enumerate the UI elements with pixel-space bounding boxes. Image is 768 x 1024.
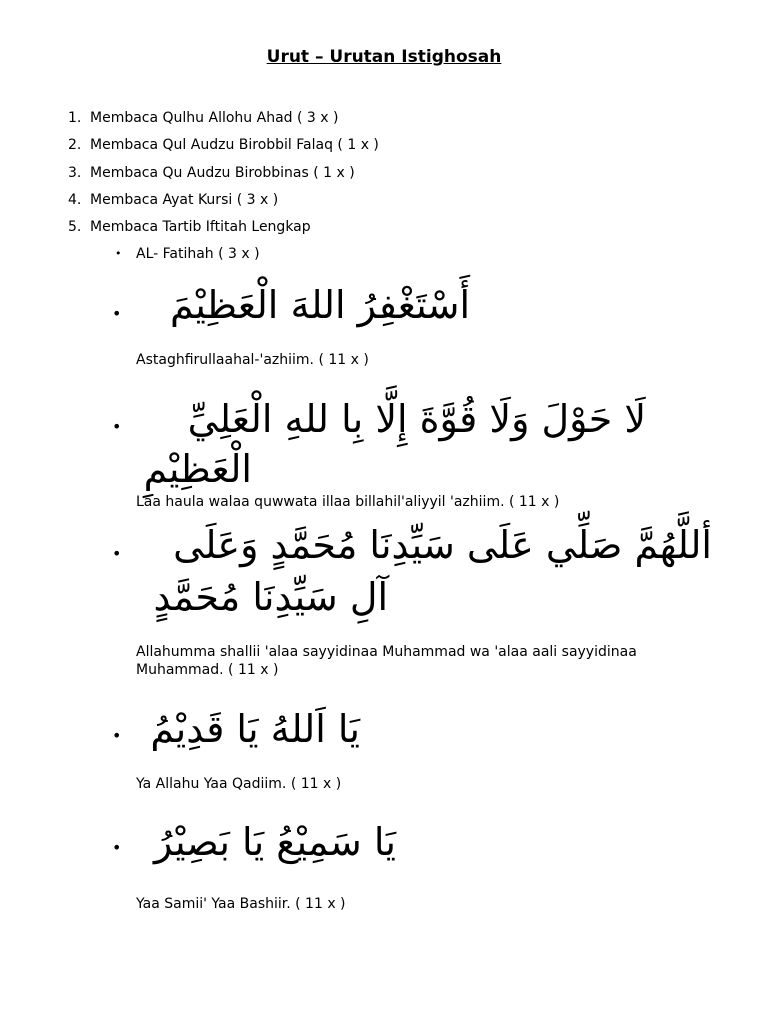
list-number: 1. xyxy=(68,110,82,126)
list-number: 2. xyxy=(68,137,82,153)
arabic-text: أللَّهُمَّ صَلِّي عَلَى سَيِّدِنَا مُحَمَّدٍ وَعَلَى xyxy=(173,523,712,567)
sub-bullet-text: AL- Fatihah ( 3 x ) xyxy=(136,246,260,262)
arabic-text: الْعَظِيْمِ xyxy=(143,447,252,491)
arabic-text: لَا حَوْلَ وَلَا قُوَّةَ إِلَّا بِا للهِ الْعَلِيِّ xyxy=(187,397,646,441)
arabic-text: آلِ سَيِّدِنَا مُحَمَّدٍ xyxy=(153,575,388,619)
list-item xyxy=(68,109,338,127)
transliteration: Astaghfirullaahal-'azhiim. ( 11 x ) xyxy=(136,352,369,368)
bullet-dot: • xyxy=(112,838,122,857)
list-text: Membaca Qul Audzu Birobbil Falaq ( 1 x ) xyxy=(90,137,379,153)
list-number: 4. xyxy=(68,192,82,208)
bullet-dot: • xyxy=(112,304,122,323)
bullet-dot: • xyxy=(115,247,122,260)
list-number: 3. xyxy=(68,165,82,181)
transliteration: Allahumma shallii 'alaa sayyidinaa Muhammad wa 'alaa aali sayyidinaa Muhammad. ( 11 x ) xyxy=(136,644,637,678)
bullet-dot: • xyxy=(112,417,122,436)
list-number: 5. xyxy=(68,219,82,235)
list-item xyxy=(68,164,355,182)
list-item xyxy=(68,191,278,209)
list-text: Membaca Ayat Kursi ( 3 x ) xyxy=(90,192,279,208)
list-item xyxy=(68,218,311,236)
arabic-text: أَسْتَغْفِرُ اللهَ الْعَظِيْمَ xyxy=(169,283,470,327)
list-text: Membaca Qulhu Allohu Ahad ( 3 x ) xyxy=(90,110,339,126)
page-title: Urut – Urutan Istighosah xyxy=(266,47,502,67)
transliteration: Laa haula walaa quwwata illaa billahil'aliyyil 'azhiim. ( 11 x ) xyxy=(136,494,560,510)
arabic-text: يَا سَمِيْعُ يَا بَصِيْرُ xyxy=(153,820,396,864)
arabic-text: يَا اَللهُ يَا قَدِيْمُ xyxy=(150,707,360,751)
transliteration: Yaa Samii' Yaa Bashiir. ( 11 x ) xyxy=(136,896,346,912)
transliteration: Ya Allahu Yaa Qadiim. ( 11 x ) xyxy=(136,776,342,792)
list-text: Membaca Qu Audzu Birobbinas ( 1 x ) xyxy=(90,165,355,181)
bullet-dot: • xyxy=(112,726,122,745)
bullet-dot: • xyxy=(112,544,122,563)
list-item xyxy=(68,136,379,154)
list-text: Membaca Tartib Iftitah Lengkap xyxy=(90,219,311,235)
